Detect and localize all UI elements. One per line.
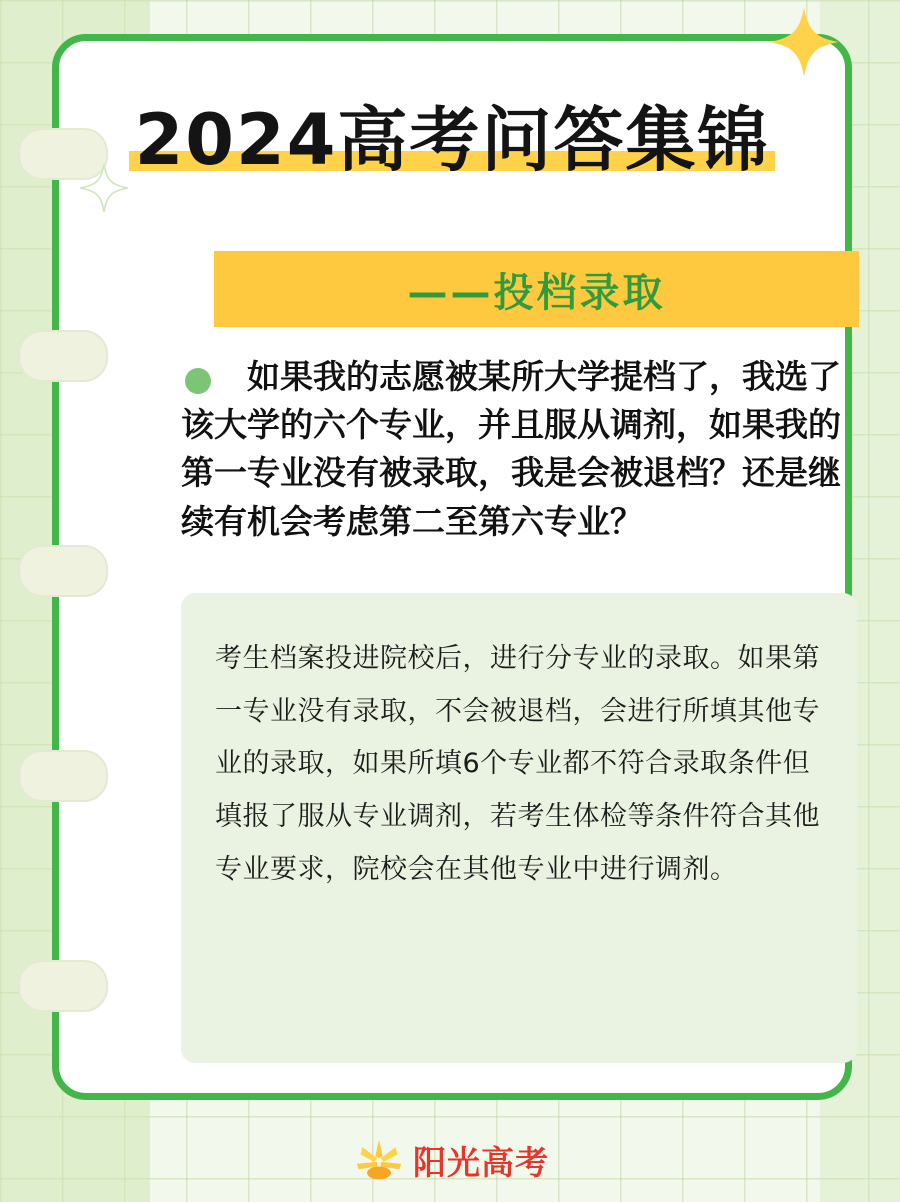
content-card: [52, 34, 852, 1100]
subtitle-text: ——投档录取: [407, 269, 666, 316]
binder-ring: [18, 960, 108, 1012]
sparkle-small-icon: [78, 162, 130, 214]
binder-ring: [18, 545, 108, 597]
sun-logo-icon: [351, 1136, 407, 1184]
page-title-text: 2024高考问答集锦: [134, 99, 770, 181]
question-text: 如果我的志愿被某所大学提档了，我选了该大学的六个专业，并且服从调剂，如果我的第一专业没有被录取，我是会被退档？还是继续有机会考虑第二至第六专业？: [181, 357, 841, 541]
footer-brand: [0, 1136, 900, 1184]
binder-ring: [18, 330, 108, 382]
footer-brand-text: 阳光高考: [413, 1142, 549, 1182]
sparkle-icon: [768, 6, 840, 78]
binder-ring: [18, 750, 108, 802]
answer-text: 考生档案投进院校后，进行分专业的录取。如果第一专业没有录取，不会被退档，会进行所填其他专业的录取，如果所填6个专业都不符合录取条件但填报了服从专业调剂，若考生体检等条件符合其他专业要求，院校会在其他专业中进行调剂。: [215, 643, 820, 885]
subtitle-banner: [214, 251, 859, 327]
page-title: [59, 99, 845, 181]
answer-box: [181, 593, 857, 1063]
